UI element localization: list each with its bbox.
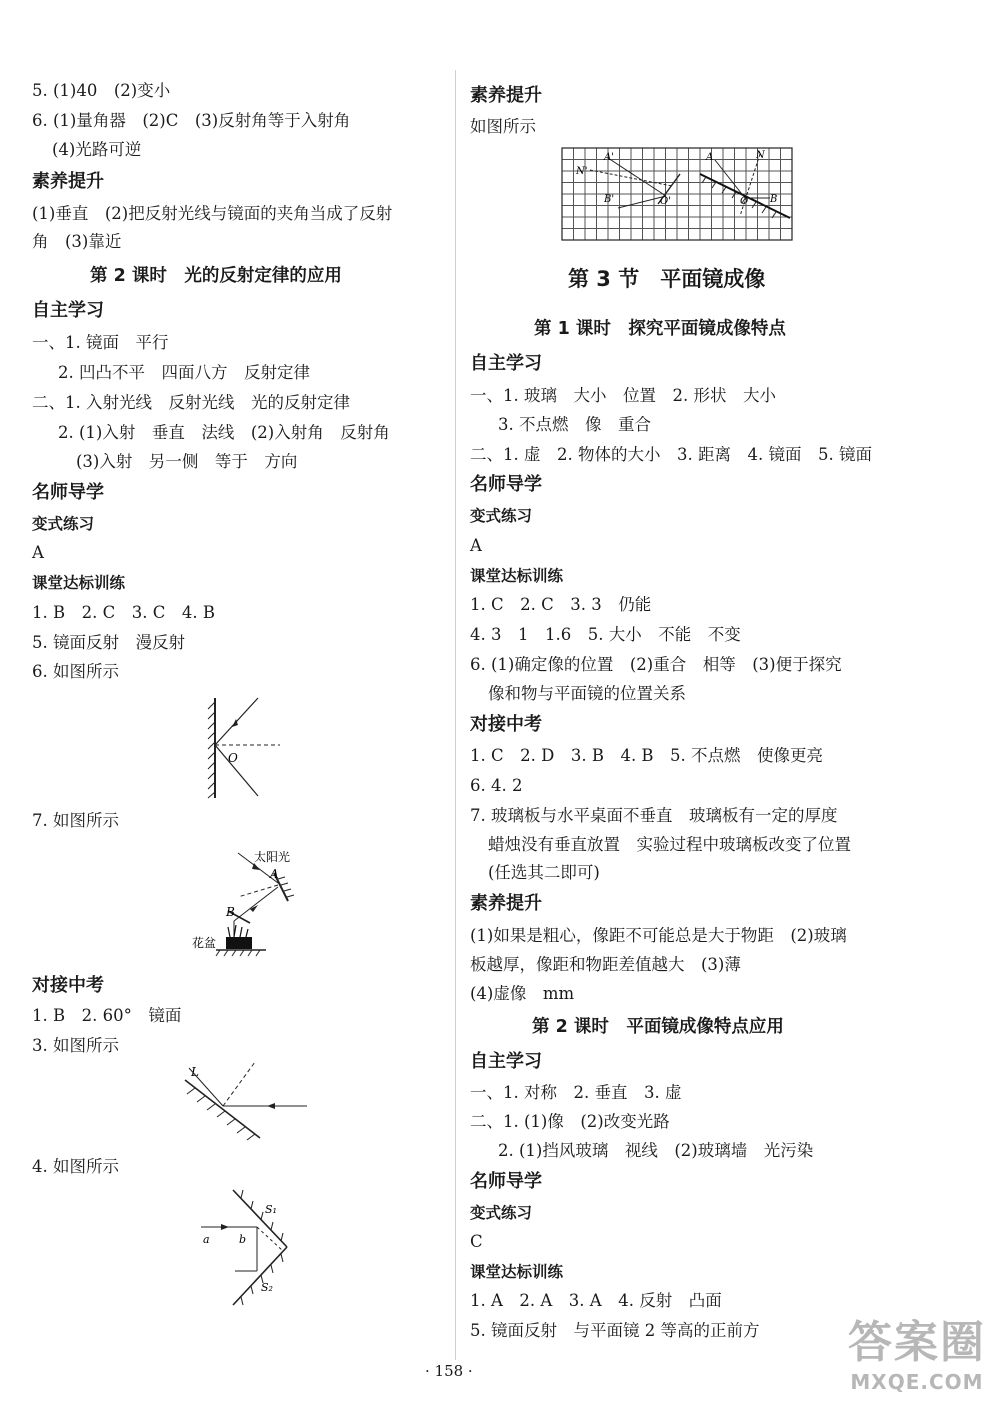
fig3-label-l: L: [191, 1065, 199, 1079]
answer-line: 一、1. 镜面 平行: [32, 333, 169, 352]
answer-line: (4)虚像 mm: [470, 984, 575, 1003]
heading-suyang: 素养提升: [470, 85, 542, 106]
grid-label: A': [604, 152, 614, 163]
heading-duijie: 对接中考: [470, 714, 542, 735]
answer-line: 2. 凹凸不平 四面八方 反射定律: [58, 363, 310, 382]
subheading: 变式练习: [470, 1204, 533, 1222]
answer-line: 2. (1)入射 垂直 法线 (2)入射角 反射角: [58, 423, 390, 442]
answer-line: A: [32, 543, 44, 562]
answer-line: 1. C 2. D 3. B 4. B 5. 不点燃 使像更亮: [470, 746, 824, 765]
heading-mingshi: 名师导学: [470, 474, 542, 495]
heading-duijie: 对接中考: [32, 975, 104, 996]
answer-line: 5. 镜面反射 与平面镜 2 等高的正前方: [470, 1321, 760, 1340]
answer-line: (4)光路可逆: [52, 140, 142, 159]
subheading: 课堂达标训练: [470, 567, 564, 585]
figure-grid-mirror: [560, 146, 796, 244]
subheading: 变式练习: [32, 515, 95, 533]
grid-label: N': [576, 166, 588, 177]
answer-line: 一、1. 玻璃 大小 位置 2. 形状 大小: [470, 386, 776, 405]
answer-line: 6. (1)量角器 (2)C (3)反射角等于入射角: [32, 111, 351, 130]
answer-line: (1)垂直 (2)把反射光线与镜面的夹角当成了反射: [32, 204, 393, 223]
answer-line: 1. B 2. 60° 镜面: [32, 1006, 182, 1025]
answer-line: 5. (1)40 (2)变小: [32, 81, 171, 100]
lesson-title: 第 2 课时 光的反射定律的应用: [90, 266, 342, 286]
fig7-sun-label: 太阳光: [254, 850, 291, 864]
column-divider: [455, 70, 456, 1360]
answer-line: 二、1. 虚 2. 物体的大小 3. 距离 4. 镜面 5. 镜面: [470, 445, 872, 464]
answer-line: 6. (1)确定像的位置 (2)重合 相等 (3)便于探究: [470, 655, 842, 674]
section-title: 第 3 节 平面镜成像: [568, 267, 766, 291]
fig4-label-a: a: [203, 1233, 210, 1246]
subheading: 课堂达标训练: [470, 1263, 564, 1281]
answer-line: C: [470, 1232, 483, 1251]
grid-label: B': [604, 194, 615, 205]
fig7-label-b: B: [226, 905, 235, 919]
answer-line: (1)如果是粗心，像距不可能总是大于物距 (2)玻璃: [470, 926, 847, 945]
fig4-label-s1: S₁: [265, 1203, 277, 1216]
answer-line: 3. 如图所示: [32, 1036, 119, 1055]
grid-label: O': [660, 196, 671, 207]
page-number: · 158 ·: [425, 1362, 473, 1380]
heading-mingshi: 名师导学: [470, 1171, 542, 1192]
heading-suyang: 素养提升: [470, 893, 542, 914]
figure-6-reflection: [200, 690, 300, 805]
answer-line: 二、1. (1)像 (2)改变光路: [470, 1112, 670, 1131]
subheading: 课堂达标训练: [32, 574, 126, 592]
answer-line: 4. 3 1 1.6 5. 大小 不能 不变: [470, 625, 741, 644]
lesson-title: 第 1 课时 探究平面镜成像特点: [534, 319, 786, 339]
figure-7-sunlight: [190, 845, 300, 960]
grid-label: B: [770, 194, 778, 205]
fig4-label-s2: S₂: [261, 1281, 273, 1294]
answer-line: (3)入射 另一侧 等于 方向: [76, 452, 298, 471]
answer-line: 蜡烛没有垂直放置 实验过程中玻璃板改变了位置: [488, 835, 851, 854]
figure-4-two-mirrors: [195, 1185, 305, 1310]
answer-line: 3. 不点燃 像 重合: [498, 415, 651, 434]
lesson-title: 第 2 课时 平面镜成像特点应用: [532, 1017, 784, 1037]
grid-label: A: [706, 152, 714, 163]
answer-line: 1. C 2. C 3. 3 仍能: [470, 595, 652, 614]
answer-line: 1. B 2. C 3. C 4. B: [32, 603, 215, 622]
heading-zizhu: 自主学习: [470, 353, 542, 374]
fig4-label-b: b: [239, 1233, 247, 1246]
heading-suyang: 素养提升: [32, 171, 104, 192]
grid-label: N: [756, 150, 765, 161]
answer-line: 7. 如图所示: [32, 811, 119, 830]
heading-mingshi: 名师导学: [32, 482, 104, 503]
watermark-logo: [848, 1306, 986, 1394]
watermark-text: 答案圈: [848, 1317, 986, 1368]
answer-line: (任选其二即可): [488, 863, 600, 882]
watermark-url: MXQE.COM: [850, 1370, 984, 1394]
answer-line: 4. 如图所示: [32, 1157, 119, 1176]
answer-line: 2. (1)挡风玻璃 视线 (2)玻璃墙 光污染: [498, 1141, 814, 1160]
answer-line: 一、1. 对称 2. 垂直 3. 虚: [470, 1083, 682, 1102]
fig6-label-o: O: [228, 751, 238, 765]
answer-line: 6. 如图所示: [32, 662, 119, 681]
subheading: 变式练习: [470, 507, 533, 525]
grid-label: O: [740, 196, 749, 207]
answer-line: 7. 玻璃板与水平桌面不垂直 玻璃板有一定的厚度: [470, 806, 838, 825]
answer-line: 像和物与平面镜的位置关系: [488, 684, 686, 703]
answer-line: 1. A 2. A 3. A 4. 反射 凸面: [470, 1291, 722, 1310]
heading-zizhu: 自主学习: [32, 300, 104, 321]
answer-line: 板越厚，像距和物距差值越大 (3)薄: [470, 955, 741, 974]
figure-3-reflection: [175, 1060, 315, 1145]
answer-line: 如图所示: [470, 117, 536, 136]
answer-line: A: [470, 536, 482, 555]
fig7-label-a: A: [270, 867, 279, 881]
answer-line: 5. 镜面反射 漫反射: [32, 633, 185, 652]
heading-zizhu: 自主学习: [470, 1051, 542, 1072]
answer-line: 6. 4. 2: [470, 776, 523, 795]
fig7-pot-label: 花盆: [192, 936, 217, 950]
answer-line: 二、1. 入射光线 反射光线 光的反射定律: [32, 393, 350, 412]
answer-line: 角 (3)靠近: [32, 232, 122, 251]
